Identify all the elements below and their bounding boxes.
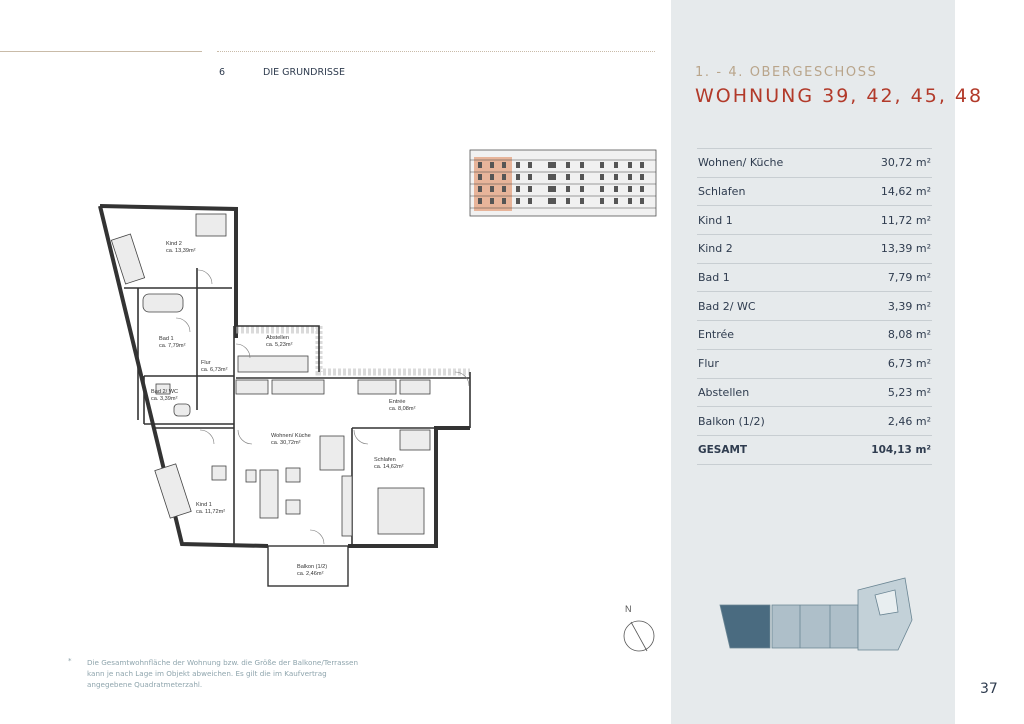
plan-area-bad2: ca. 3,39m² <box>151 396 178 402</box>
room-name: Kind 1 <box>697 206 835 235</box>
room-area: 2,46 m² <box>835 407 932 436</box>
plan-label-entree: Entrée <box>389 399 406 405</box>
plan-label-schlafen: Schlafen <box>374 457 396 463</box>
room-name: Abstellen <box>697 378 835 407</box>
fixtures <box>111 214 430 536</box>
plan-area-entree: ca. 8,08m² <box>389 406 416 412</box>
plan-label-flur: Flur <box>201 360 211 366</box>
plan-label-kind2: Kind 2 <box>166 241 182 247</box>
plan-area-bad1: ca. 7,79m² <box>159 343 186 349</box>
room-area: 6,73 m² <box>835 349 932 378</box>
plan-label-wohnen: Wohnen/ Küche <box>271 433 311 439</box>
room-area: 14,62 m² <box>835 177 932 206</box>
room-name: Wohnen/ Küche <box>697 149 835 178</box>
compass-north-label: N <box>625 604 632 614</box>
plan-area-kind2: ca. 13,39m² <box>166 248 196 254</box>
plan-label-bad2: Bad 2/ WC <box>151 389 179 395</box>
room-area: 8,08 m² <box>835 321 932 350</box>
room-name: Entrée <box>697 321 835 350</box>
page-number: 37 <box>980 681 998 697</box>
compass-icon <box>624 604 654 651</box>
floor-label: 1. - 4. OBERGESCHOSS <box>695 65 878 80</box>
room-name: Bad 2/ WC <box>697 292 835 321</box>
plan-area-abstellen: ca. 5,23m² <box>266 342 293 348</box>
room-area: 7,79 m² <box>835 263 932 292</box>
plan-area-flur: ca. 6,73m² <box>201 367 228 373</box>
room-area: 3,39 m² <box>835 292 932 321</box>
room-name: Kind 2 <box>697 235 835 264</box>
plan-area-schlafen: ca. 14,62m² <box>374 464 404 470</box>
site-locator-map <box>720 578 912 650</box>
plan-area-balkon: ca. 2,46m² <box>297 571 324 577</box>
unit-title: WOHNUNG 39, 42, 45, 48 <box>695 85 984 107</box>
plan-label-balkon: Balkon (1/2) <box>297 564 328 570</box>
door-swings <box>176 270 469 544</box>
plan-area-kind1: ca. 11,72m² <box>196 509 226 515</box>
section-number: 6 <box>219 67 226 78</box>
room-area: 13,39 m² <box>835 235 932 264</box>
footnote-text: Die Gesamtwohnfläche der Wohnung bzw. die Größe der Balkone/Terrassen kann je nach Lage im Objekt abweichen. Es gilt die im Kaufvertrag angegebene Quadratmeterzahl. <box>87 658 358 689</box>
room-area: 11,72 m² <box>835 206 932 235</box>
room-name: Flur <box>697 349 835 378</box>
room-area: 30,72 m² <box>835 149 932 178</box>
plan-label-abstellen: Abstellen <box>266 335 290 341</box>
plan-area-wohnen: ca. 30,72m² <box>271 440 301 446</box>
room-name: Balkon (1/2) <box>697 407 835 436</box>
plan-label-kind1: Kind 1 <box>196 502 212 508</box>
total-label: GESAMT <box>697 435 835 464</box>
room-area: 5,23 m² <box>835 378 932 407</box>
highlighted-unit <box>720 605 770 648</box>
plan-label-bad1: Bad 1 <box>159 336 174 342</box>
section-title: DIE GRUNDRISSE <box>263 67 345 78</box>
room-name: Bad 1 <box>697 263 835 292</box>
footnote-marker: * <box>68 657 72 665</box>
room-name: Schlafen <box>697 177 835 206</box>
total-area: 104,13 m² <box>835 435 932 464</box>
